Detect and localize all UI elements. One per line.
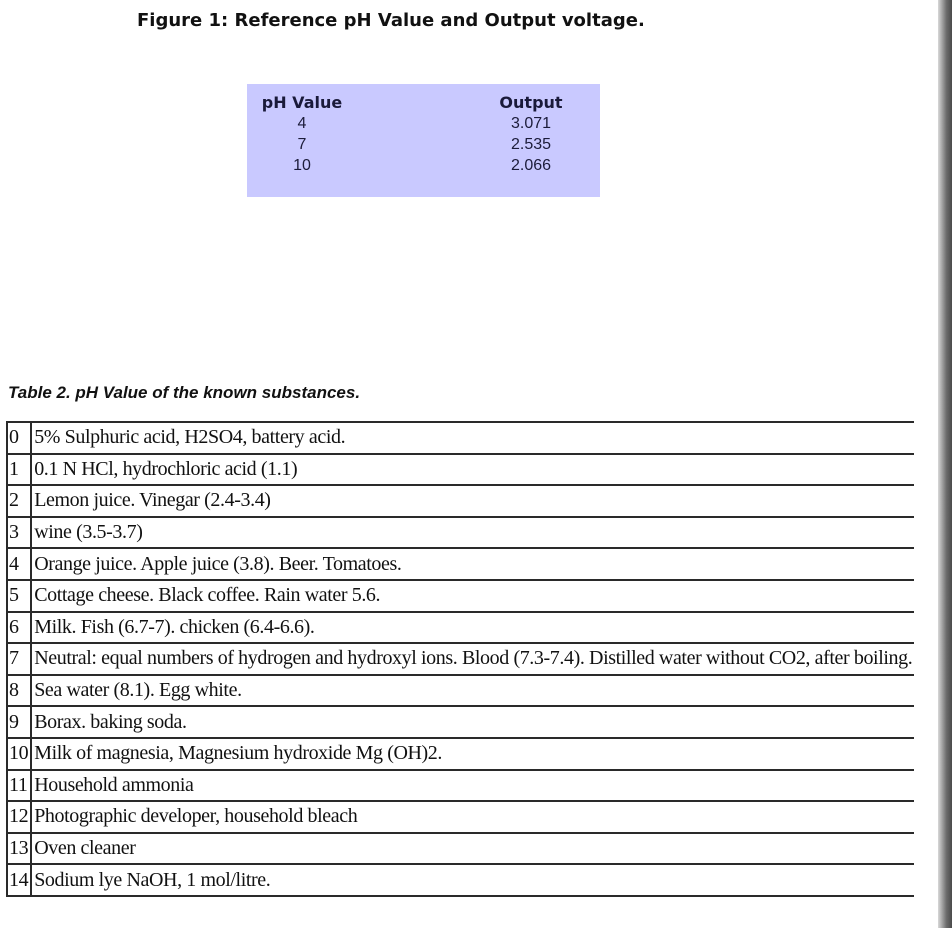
substance-cell: Milk. Fish (6.7-7). chicken (6.4-6.6). [31,612,914,644]
page-edge-shadow [938,0,952,928]
substance-cell: 0.1 N HCl, hydrochloric acid (1.1) [31,454,914,486]
substance-cell: Lemon juice. Vinegar (2.4-3.4) [31,485,914,517]
output-cell: 3.071 [510,115,552,132]
table-row [7,548,914,580]
substance-cell: Photographic developer, household bleach [31,801,914,833]
table-row [7,517,914,549]
substance-cell: Borax. baking soda. [31,706,914,738]
output-header: Output [499,93,563,112]
output-cell: 2.066 [510,157,552,174]
ph-index-cell: 9 [7,706,31,738]
ph-index-cell: 1 [7,454,31,486]
output-column [461,92,601,176]
table-title: Table 2. pH Value of the known substances. [8,383,361,402]
ph-index-cell: 2 [7,485,31,517]
ph-value-column [232,92,372,176]
ph-index-cell: 12 [7,801,31,833]
ph-index-cell: 14 [7,864,31,896]
substances-table [6,421,914,897]
ph-index-cell: 6 [7,612,31,644]
ph-index-cell: 7 [7,643,31,675]
table-row [7,864,914,896]
substance-cell: Oven cleaner [31,833,914,865]
substance-cell: Cottage cheese. Black coffee. Rain water 5.6. [31,580,914,612]
table-row [7,580,914,612]
ph-index-cell: 0 [7,422,31,454]
table-row [7,833,914,865]
table-row [7,485,914,517]
table-row [7,770,914,802]
ph-index-cell: 5 [7,580,31,612]
substance-cell: Household ammonia [31,770,914,802]
substance-cell: Neutral: equal numbers of hydrogen and hydroxyl ions. Blood (7.3-7.4). Distilled water without CO2, after boiling. [31,643,914,675]
ph-index-cell: 10 [7,738,31,770]
ph-index-cell: 3 [7,517,31,549]
table-row [7,706,914,738]
table-row [7,643,914,675]
ph-value-cell: 10 [293,157,311,174]
ph-value-cell: 7 [297,136,307,153]
ph-index-cell: 13 [7,833,31,865]
ph-index-cell: 8 [7,675,31,707]
ph-index-cell: 11 [7,770,31,802]
ph-value-cell: 4 [297,115,307,132]
substance-cell: Sea water (8.1). Egg white. [31,675,914,707]
substance-cell: Sodium lye NaOH, 1 mol/litre. [31,864,914,896]
figure-title: Figure 1: Reference pH Value and Output voltage. [137,10,645,31]
reference-table [247,84,600,197]
table-row [7,801,914,833]
output-cell: 2.535 [510,136,552,153]
table-row [7,422,914,454]
ph-index-cell: 4 [7,548,31,580]
substance-cell: 5% Sulphuric acid, H2SO4, battery acid. [31,422,914,454]
table-row [7,675,914,707]
substance-cell: Milk of magnesia, Magnesium hydroxide Mg (OH)2. [31,738,914,770]
substance-cell: Orange juice. Apple juice (3.8). Beer. Tomatoes. [31,548,914,580]
table-row [7,738,914,770]
table-row [7,612,914,644]
substance-cell: wine (3.5-3.7) [31,517,914,549]
table-row [7,454,914,486]
ph-value-header: pH Value [261,93,343,112]
